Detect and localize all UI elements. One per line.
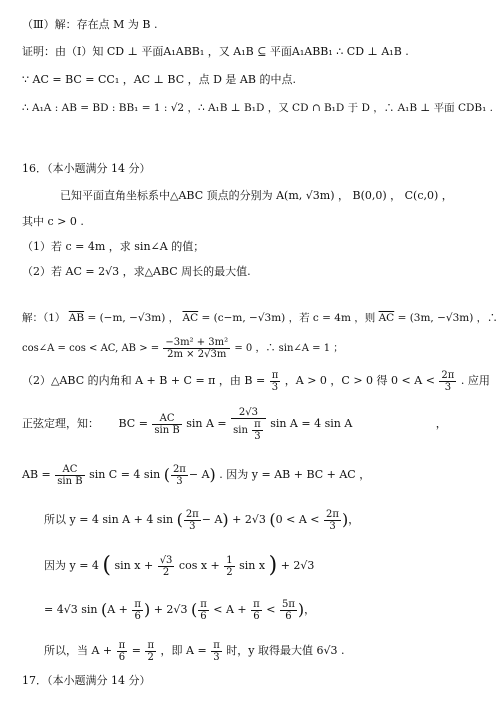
law-frac-2-den xyxy=(231,419,266,442)
pi-6-b xyxy=(198,599,209,622)
pi6c-den: 6 xyxy=(253,610,260,622)
law-mid: sin A = xyxy=(186,417,227,430)
cos-rhs: = 0 ，∴ sin∠A = 1 ； xyxy=(234,343,344,354)
sine-law-line xyxy=(22,404,447,444)
q16-stem-line-1: 已知平面直角坐标系中△ABC 顶点的分别为 A(m, √3m) ， B(0,0) ， C(c,0) ， xyxy=(60,189,453,202)
q16-stem-line-2: 其中 c > 0 . xyxy=(22,215,84,228)
so-inner: − A xyxy=(201,513,223,526)
be-end: + 2√3 xyxy=(280,559,315,572)
be-sinx2: sin x xyxy=(239,559,266,572)
law-frac-2-num: 2√3 xyxy=(231,407,266,419)
pi-over-3 xyxy=(252,419,263,442)
law-comma: ， xyxy=(435,417,447,430)
q16-title: 16．（本小题满分 14 分） xyxy=(22,162,151,175)
fin-pi-6 xyxy=(117,640,128,663)
vector-ab-value: = (−m, −√3m) ， xyxy=(87,312,180,324)
be-text-a: 因为 y = 4 xyxy=(44,559,99,572)
paren-close: ) xyxy=(209,465,216,484)
vector-ac-value-2: = (3m, −√3m) ，∴ xyxy=(397,312,498,324)
pi6a-den: 6 xyxy=(134,610,141,622)
vector-ab: $\overline{AB}$ xyxy=(68,312,85,324)
a-bound-num: 2π xyxy=(441,369,455,381)
two-pi-num-c: 2π xyxy=(326,508,339,520)
law-bc: BC = xyxy=(118,417,148,430)
two-pi-3-b xyxy=(184,509,201,532)
law-frac-1-num: AC xyxy=(152,413,181,425)
ab-frac xyxy=(55,464,84,487)
fin-text-d: 时，y 取得最大值 6√3 . xyxy=(226,644,345,657)
fin-pi-3 xyxy=(211,640,222,663)
pi6c-num: π xyxy=(253,598,260,610)
proof-line-1: 证明：由（Ⅰ）知 CD ⊥ 平面A₁ABB₁ ，又 A₁B ⊆ 平面A₁ABB₁ ∴ CD ⊥ A₁B . xyxy=(22,45,409,58)
fin-pi3-num: π xyxy=(213,639,220,651)
cos-lhs: cos∠A = cos < AC, AB > = xyxy=(22,343,160,354)
two-pi-num-b: 2π xyxy=(185,508,199,520)
s2-text-a: （2）△ABC 的内角和 A + B + C = π ，由 B = xyxy=(22,374,266,387)
law-frac-2 xyxy=(231,407,266,442)
law-text: 正弦定理，知： xyxy=(22,417,99,430)
fin-pi-2 xyxy=(145,640,156,663)
five-pi-den: 6 xyxy=(285,610,292,622)
so-text-b: + 2√3 xyxy=(232,513,266,526)
one-num: 1 xyxy=(226,554,233,566)
so-text-c: 0 < A < xyxy=(275,513,320,526)
paren-open-6: ( xyxy=(190,600,198,619)
r3-den: 2 xyxy=(162,566,170,578)
vector-ac-value: = (c−m, −√3m) ，若 c = 4m ，则 xyxy=(201,312,379,324)
paren-close-3: ) xyxy=(341,510,349,529)
be-sinx: sin x + xyxy=(114,559,154,572)
fin-text-b: = xyxy=(131,644,141,657)
fin-pi3-den: 3 xyxy=(213,651,220,663)
fin-pi6-den: 6 xyxy=(118,651,126,663)
pi6b-den: 6 xyxy=(200,610,207,622)
cos-fraction xyxy=(163,337,230,360)
pi-6-c xyxy=(251,599,262,622)
paren-open-2: ( xyxy=(176,510,183,529)
two-pi-num: 2π xyxy=(172,463,186,475)
pi-num: π xyxy=(254,418,261,430)
fin-pi2-num: π xyxy=(147,639,155,651)
paren-open-3: ( xyxy=(269,510,276,529)
cos-denominator: 2m × 2√3m xyxy=(167,349,227,360)
ab-frac-den: sin B xyxy=(57,475,83,487)
paren-open-5: ( xyxy=(100,600,108,619)
fin-pi2-den: 2 xyxy=(147,651,154,663)
s2-text-c: . 应用 xyxy=(460,374,490,387)
eq-text-b: A + xyxy=(107,603,128,616)
two-pi-den-b: 3 xyxy=(189,520,196,532)
cos-numerator: −3m² + 3m² xyxy=(165,337,229,348)
fin-pi6-num: π xyxy=(118,639,126,651)
cos-line xyxy=(22,337,343,360)
eq-text-e: < xyxy=(266,603,276,616)
ab-line xyxy=(22,460,370,490)
b-num: π xyxy=(271,369,279,381)
law-sin: sin xyxy=(233,424,248,436)
law-frac-1 xyxy=(152,413,181,436)
five-pi-num: 5π xyxy=(281,598,295,610)
paren-close-5: ) xyxy=(143,600,151,619)
q17-title: 17．（本小题满分 14 分） xyxy=(22,674,151,687)
paren-close-2: ) xyxy=(222,510,229,529)
b-fraction xyxy=(270,370,281,393)
ab-frac-num: AC xyxy=(55,464,84,476)
two-pi-den: 3 xyxy=(176,475,183,487)
part3-heading: （Ⅲ）解：存在点 M 为 B . xyxy=(22,18,158,31)
a-bound-den: 3 xyxy=(444,381,452,393)
so-line xyxy=(44,505,359,535)
q16-sub-1: （1）若 c = 4m ，求 sin∠A 的值； xyxy=(22,240,205,253)
ab-text-a: AB = xyxy=(22,468,51,481)
eq-text-c: + 2√3 xyxy=(153,603,188,616)
pi-6-a xyxy=(132,599,143,622)
proof-line-3: ∴ A₁A : AB = BD : BB₁ = 1 : √2 ，∴ A₁B ⊥ B₁D ，又 CD ∩ B₁D 于 D ，∴ A₁B ⊥ 平面 CDB₁ . xyxy=(22,102,494,114)
fin-text-c: ，即 A = xyxy=(160,644,207,657)
vector-ac: $\overline{AC}$ xyxy=(182,312,199,324)
solution-label: 解：（1） xyxy=(22,312,66,324)
a-bound-fraction xyxy=(439,370,456,393)
two-pi-3-c xyxy=(324,509,341,532)
paren-open: ( xyxy=(163,465,170,484)
final-line xyxy=(44,637,344,665)
vector-ac-2: $\overline{AC}$ xyxy=(378,312,395,324)
be-cos: cos x + xyxy=(178,559,220,572)
paren-close-6: ) xyxy=(297,600,305,619)
r3-over-2 xyxy=(158,555,175,578)
pi6a-num: π xyxy=(134,598,141,610)
pi-den: 3 xyxy=(254,430,261,442)
paren-open-4: ( xyxy=(102,553,112,578)
one-den: 2 xyxy=(226,566,233,578)
ab-text-c: . 因为 y = AB + BC + AC ， xyxy=(219,468,371,481)
r3-num: √3 xyxy=(159,554,173,566)
be-line xyxy=(44,550,314,582)
s2-text-b: ，A > 0 ，C > 0 得 0 < A < xyxy=(284,374,435,387)
law-end: sin A = 4 sin A xyxy=(270,417,353,430)
equal-line xyxy=(44,594,315,626)
b-den: 3 xyxy=(271,381,279,393)
two-pi-3-a xyxy=(171,464,188,487)
one-over-2 xyxy=(224,555,234,578)
fin-text-a: 所以，当 A + xyxy=(44,644,113,657)
proof-line-2: ∵ AC = BC = CC₁ ，AC ⊥ BC ，点 D 是 AB 的中点. xyxy=(22,73,296,86)
pi6b-num: π xyxy=(200,598,207,610)
so-text-d: ， xyxy=(348,513,360,526)
eq-text-d: < A + xyxy=(213,603,247,616)
law-frac-1-den: sin B xyxy=(154,424,180,436)
ab-text-b: sin C = 4 sin xyxy=(89,468,161,481)
solution-line-2 xyxy=(22,368,490,394)
ab-inner: − A xyxy=(188,468,210,481)
so-text-a: 所以 y = 4 sin A + 4 sin xyxy=(44,513,174,526)
q16-sub-2: （2）若 AC = 2√3 ，求△ABC 周长的最大值. xyxy=(22,265,251,278)
two-pi-den-c: 3 xyxy=(329,520,336,532)
eq-text-a: = 4√3 sin xyxy=(44,603,98,616)
paren-close-4: ) xyxy=(268,553,278,578)
five-pi-6 xyxy=(280,599,297,622)
solution-line-1 xyxy=(22,311,498,325)
eq-text-f: ， xyxy=(304,603,316,616)
